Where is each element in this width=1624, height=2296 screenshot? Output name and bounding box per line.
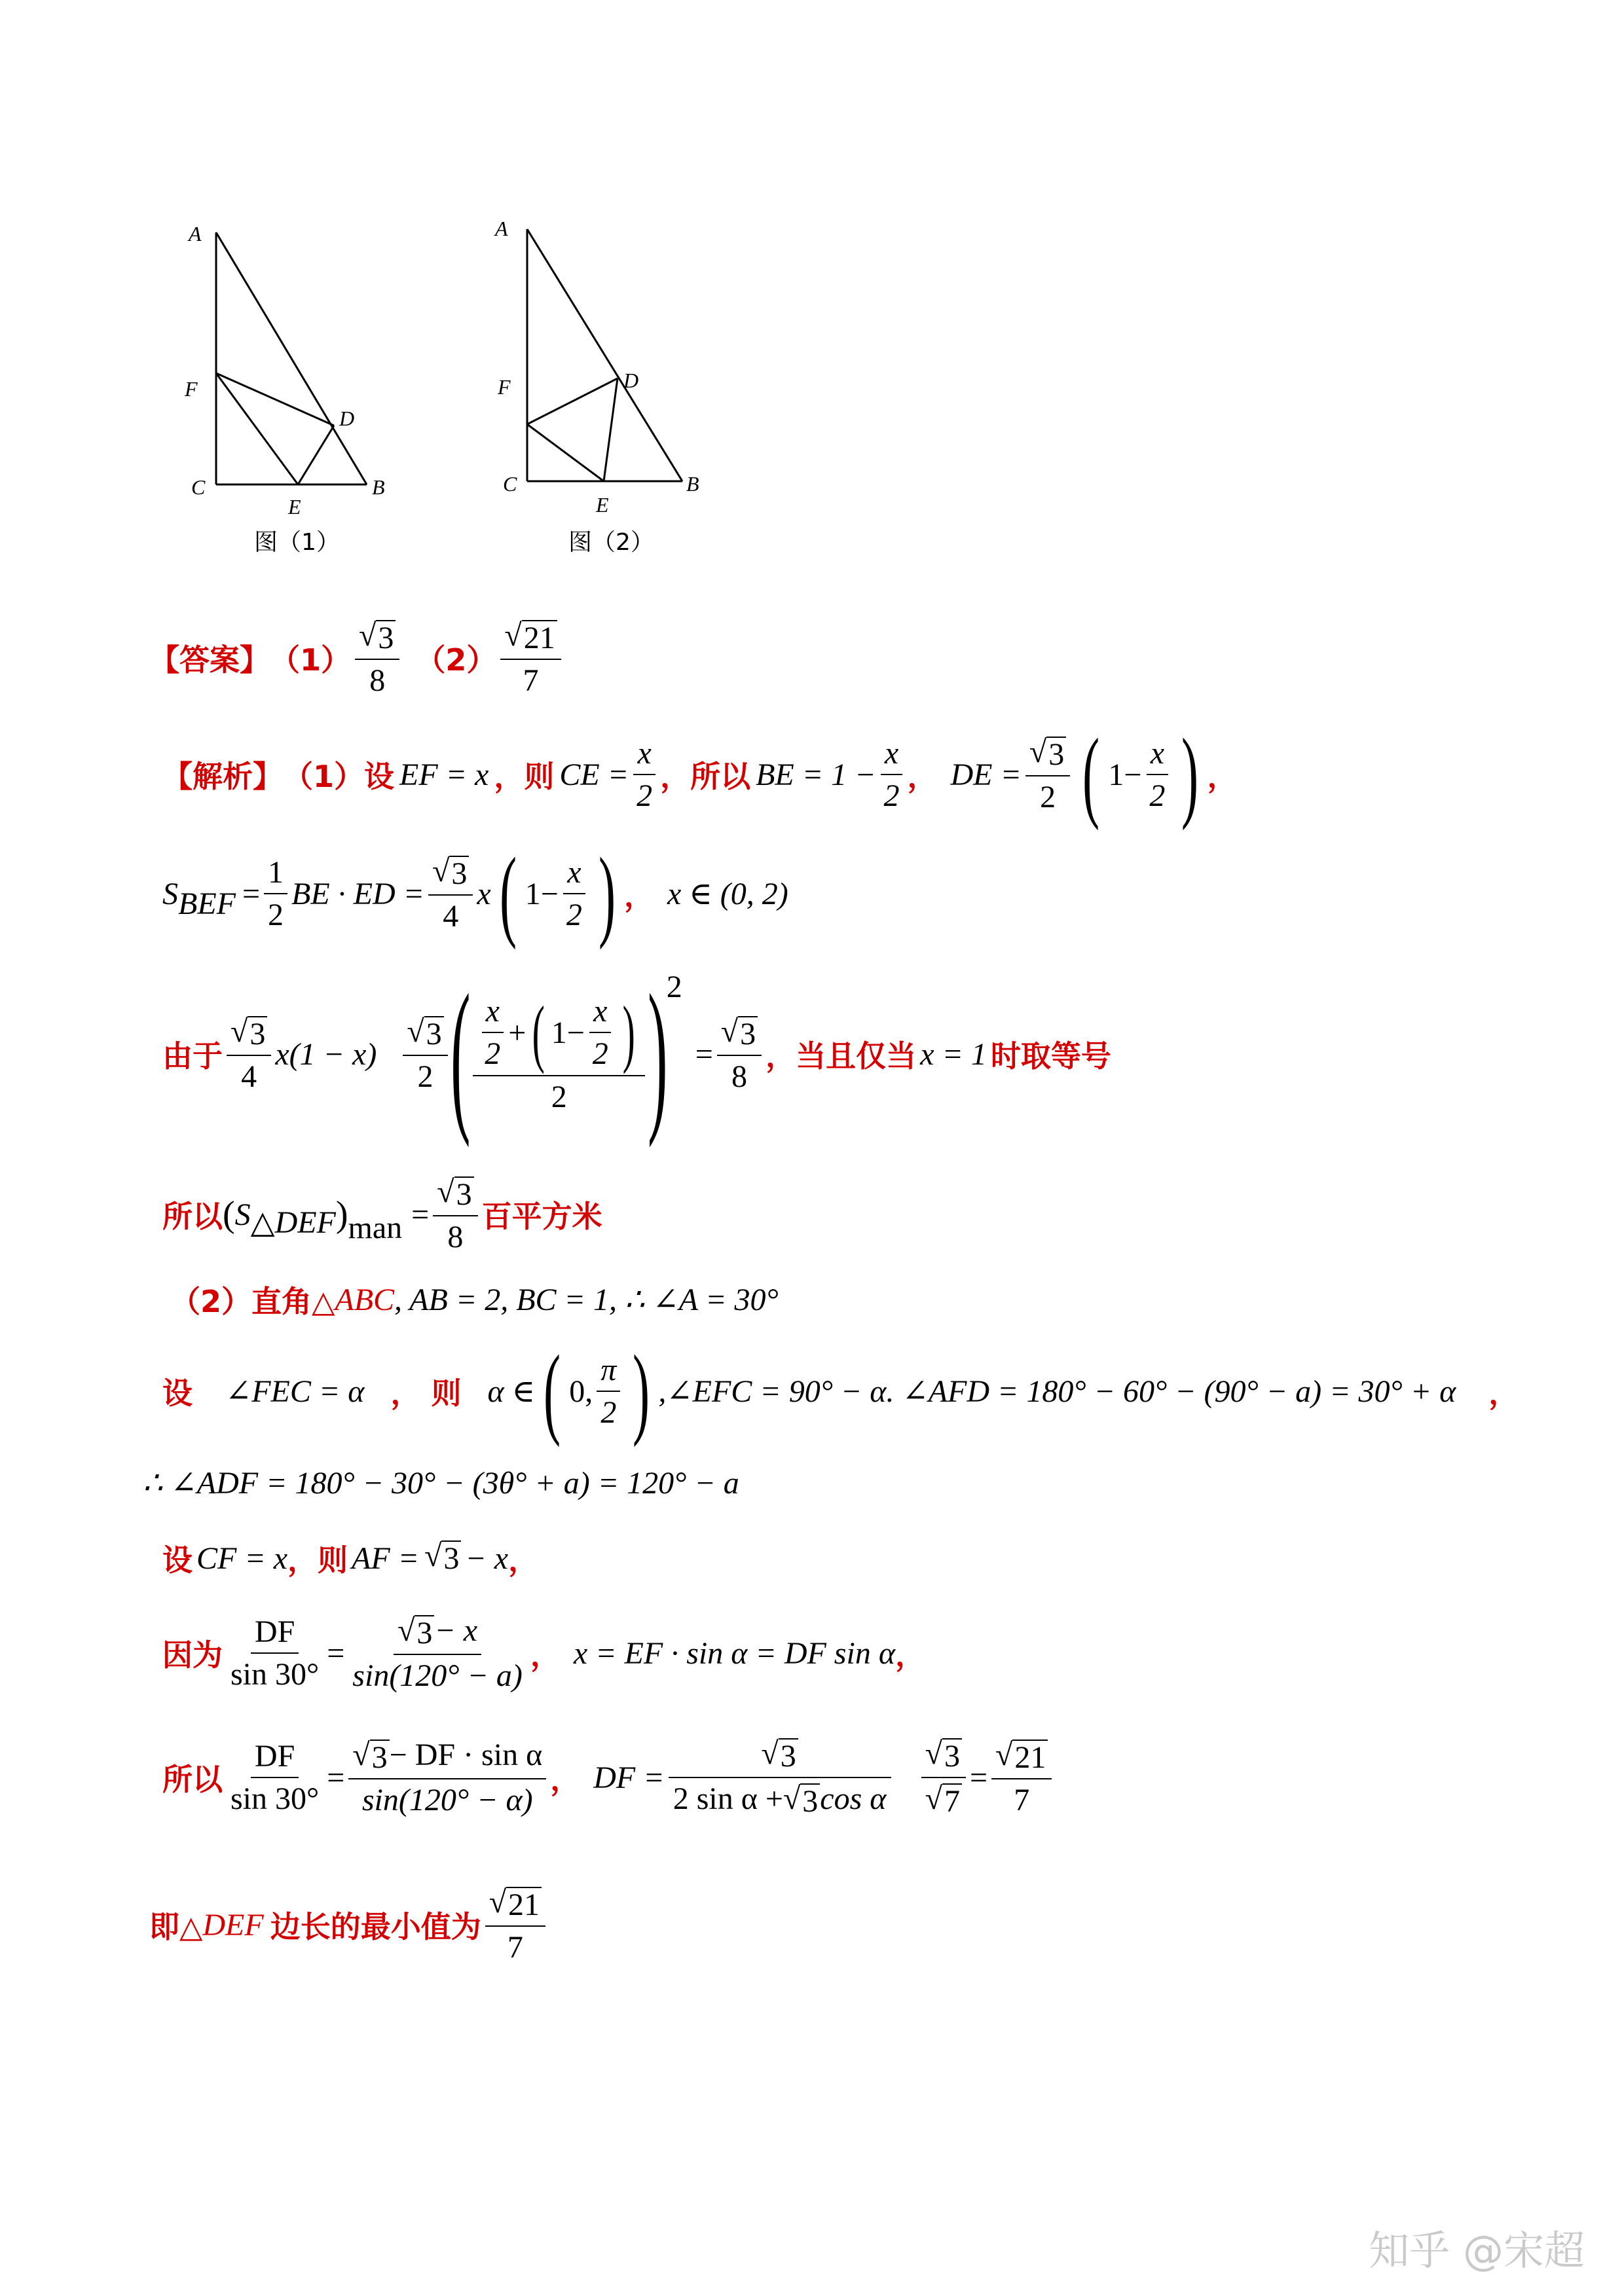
figure-1 (177, 216, 413, 517)
paren-close: ) (1181, 717, 1199, 831)
math-fraction: √ 21 7 (991, 1737, 1052, 1818)
analysis-text: 所以 (162, 1762, 223, 1797)
math-expr: α ∈ (487, 1374, 536, 1409)
analysis-text: ，所以 (660, 759, 751, 794)
analysis-text: ， (623, 878, 654, 913)
math-expr: CF = x (196, 1540, 288, 1576)
answer-line (149, 615, 565, 701)
analysis-text: 设 (162, 1542, 193, 1578)
label-F: F (185, 377, 198, 401)
paren-close: ) (335, 1194, 348, 1235)
paren-close: ) (598, 836, 616, 950)
answer-part2-value: √ 21 7 (500, 617, 561, 699)
math-fraction: √ 3 − DF · sin α sin(120° − α) (348, 1737, 546, 1818)
math-fraction: $\frac{x}{2}$ (633, 735, 656, 814)
analysis-line-6: 设 ∠FEC = α ， 则 α ∈ ( 0 , $\frac{\pi}{2}$ ) ,∠EFC = 90° − α. ∠AFD = 180° − 60° − (90° − a) = 30° + α ， (162, 1334, 1519, 1448)
math-expr: − (540, 876, 559, 911)
label-E: E (288, 495, 301, 517)
math-expr: ∴ ∠ADF = 180° − 30° − (3θ° + a) = 120° − a (143, 1466, 739, 1501)
math-fraction: $\frac{DF}{\sin 30^\circ}$ (231, 1738, 320, 1816)
analysis-text: 因为 (162, 1637, 223, 1673)
label-E: E (596, 493, 609, 517)
analysis-line-1 (162, 717, 1238, 831)
paren-open: ( (499, 836, 517, 950)
analysis-text: 由于 (162, 1038, 223, 1074)
math-fraction: √ 3 4 (227, 1013, 271, 1095)
math-expr: = (242, 876, 261, 911)
math-fraction: $\frac{DF}{\sin 30^\circ}$ (231, 1614, 320, 1692)
math-fraction: √ 21 7 (485, 1884, 545, 1965)
analysis-text: 所以 (162, 1199, 223, 1234)
analysis-text: ， (1488, 1376, 1519, 1411)
analysis-text: 设 (162, 1376, 193, 1411)
math-subscript: BEF (178, 886, 236, 921)
label-F: F (498, 375, 511, 399)
answer-part2-label: （2） (415, 642, 497, 678)
math-expr: BE · ED = (291, 876, 425, 911)
math-subscript: △DEF (250, 1205, 336, 1240)
math-expr: S (162, 876, 178, 911)
math-expr: EF = x (399, 757, 489, 792)
analysis-line-7 (143, 1460, 739, 1506)
math-expr: AF = (352, 1540, 420, 1576)
math-expr: x = EF · sin α = DF sin α (573, 1635, 896, 1671)
label-A: A (495, 217, 508, 240)
figure-1-caption: 图（1） (254, 529, 340, 556)
math-expr: 1 (1108, 757, 1124, 792)
analysis-text: ，则 (494, 759, 555, 794)
math-expr: ABC (335, 1282, 395, 1317)
math-expr: x(1 − x) (275, 1036, 377, 1072)
label-B: B (372, 475, 385, 499)
analysis-text: 边长的最小值为 (270, 1909, 481, 1944)
math-fraction: $\frac{x}{2}$ (1145, 735, 1169, 814)
figure-2 (491, 216, 727, 517)
math-expr: S (234, 1197, 251, 1232)
figure-2-caption: 图（2） (568, 529, 654, 556)
analysis-text: （2）直角△ (170, 1284, 335, 1319)
math-expr: , AB = 2, BC = 1, ∴ ∠A = 30° (394, 1283, 779, 1317)
paren-open: ( (1082, 717, 1100, 831)
math-fraction: √ 3 2 (403, 1013, 447, 1095)
math-expr: = (327, 1760, 345, 1795)
analysis-text: 即△ (149, 1909, 203, 1944)
analysis-text: ，当且仅当 (766, 1038, 917, 1074)
math-expr: BE = 1 − (756, 757, 876, 792)
math-expr: DF = (593, 1760, 665, 1795)
analysis-text: ， (530, 1637, 561, 1673)
math-fraction: √ 3 √ 7 (921, 1736, 966, 1819)
analysis-text: ， (508, 1542, 539, 1578)
math-big-fraction: $\frac{x}{2}$ + ( 1 − $\frac{x}{2}$ ) 2 (473, 993, 645, 1115)
label-B: B (686, 472, 699, 496)
watermark: 知乎 @宋超 (1369, 2227, 1585, 2274)
paren-close: ) (633, 1334, 650, 1448)
math-fraction: $\frac{1}{2}$ (264, 854, 287, 933)
math-fraction: √ 3 4 (428, 853, 473, 934)
math-fraction: √ 3 2 (1025, 734, 1070, 815)
analysis-text: ， (907, 759, 938, 794)
label-A: A (189, 222, 202, 246)
math-expr: = (969, 1760, 988, 1795)
math-expr: ∠FEC = α (225, 1374, 365, 1409)
math-superscript: 2 (666, 970, 682, 1004)
analysis-line-3 (162, 956, 1111, 1152)
math-expr: x = 1 (920, 1036, 987, 1072)
math-sqrt: √ 3 (424, 1540, 461, 1576)
math-expr: CE = (559, 757, 629, 792)
analysis-line-2 (162, 836, 788, 950)
math-subscript: man (348, 1210, 403, 1245)
math-fraction: $\frac{x}{2}$ (563, 854, 586, 933)
math-fraction: $\frac{\pi}{2}$ (597, 1352, 620, 1430)
analysis-tag: 【解析】 (162, 759, 283, 794)
analysis-line-4 (162, 1172, 602, 1257)
math-fraction: √ 3 8 (717, 1013, 762, 1095)
paren-open: ( (544, 1334, 561, 1448)
label-C: C (503, 472, 517, 496)
math-expr: 1 (525, 876, 541, 911)
label-D: D (623, 369, 639, 392)
analysis-text: ， (1207, 759, 1238, 794)
analysis-text: 百平方米 (481, 1199, 602, 1234)
math-expr: = (695, 1036, 713, 1072)
label-D: D (339, 407, 355, 430)
math-expr: − x (465, 1540, 509, 1576)
analysis-line-9 (162, 1604, 925, 1702)
math-fraction: √ 3 8 (433, 1174, 477, 1255)
math-expr: ,∠EFC = 90° − α. ∠AFD = 180° − 60° − (90° − a) = 30° + α (658, 1374, 1456, 1409)
analysis-text: （1）设 (283, 759, 395, 794)
paren-close: ) (648, 960, 668, 1148)
math-expr: DE = (950, 757, 1022, 792)
analysis-line-5 (170, 1277, 779, 1322)
analysis-text: ， 则 (390, 1376, 462, 1411)
paren-open: ( (223, 1194, 235, 1235)
answer-tag: 【答案】 (149, 642, 270, 678)
analysis-text: ， (895, 1637, 926, 1673)
math-expr: x (477, 876, 491, 911)
label-C: C (191, 475, 206, 499)
figure-1-diagram (177, 216, 413, 517)
math-fraction: √ 3 2 sin α + √ 3 cos α (669, 1736, 891, 1819)
answer-part1-value: √ 3 8 (355, 617, 399, 699)
math-expr: DEF (202, 1907, 264, 1942)
analysis-text: ， (550, 1762, 581, 1797)
paren-open: ( (450, 960, 471, 1148)
analysis-line-10 (162, 1728, 1056, 1827)
math-fraction: $\frac{x}{2}$ (880, 735, 904, 814)
math-expr: = (327, 1635, 345, 1671)
figure-2-diagram (491, 216, 727, 517)
math-fraction: √ 3 − x sin(120° − a) (352, 1613, 523, 1693)
math-expr: x ∈ (0, 2) (667, 877, 788, 911)
math-expr: − (1124, 757, 1142, 792)
math-expr: 0 (569, 1374, 585, 1409)
analysis-text: ，则 (287, 1542, 348, 1578)
analysis-line-8 (162, 1535, 538, 1581)
analysis-text: 时取等号 (990, 1038, 1111, 1074)
math-expr: = (411, 1197, 430, 1232)
answer-part1-label: （1） (270, 642, 352, 678)
analysis-line-11 (149, 1879, 549, 1971)
